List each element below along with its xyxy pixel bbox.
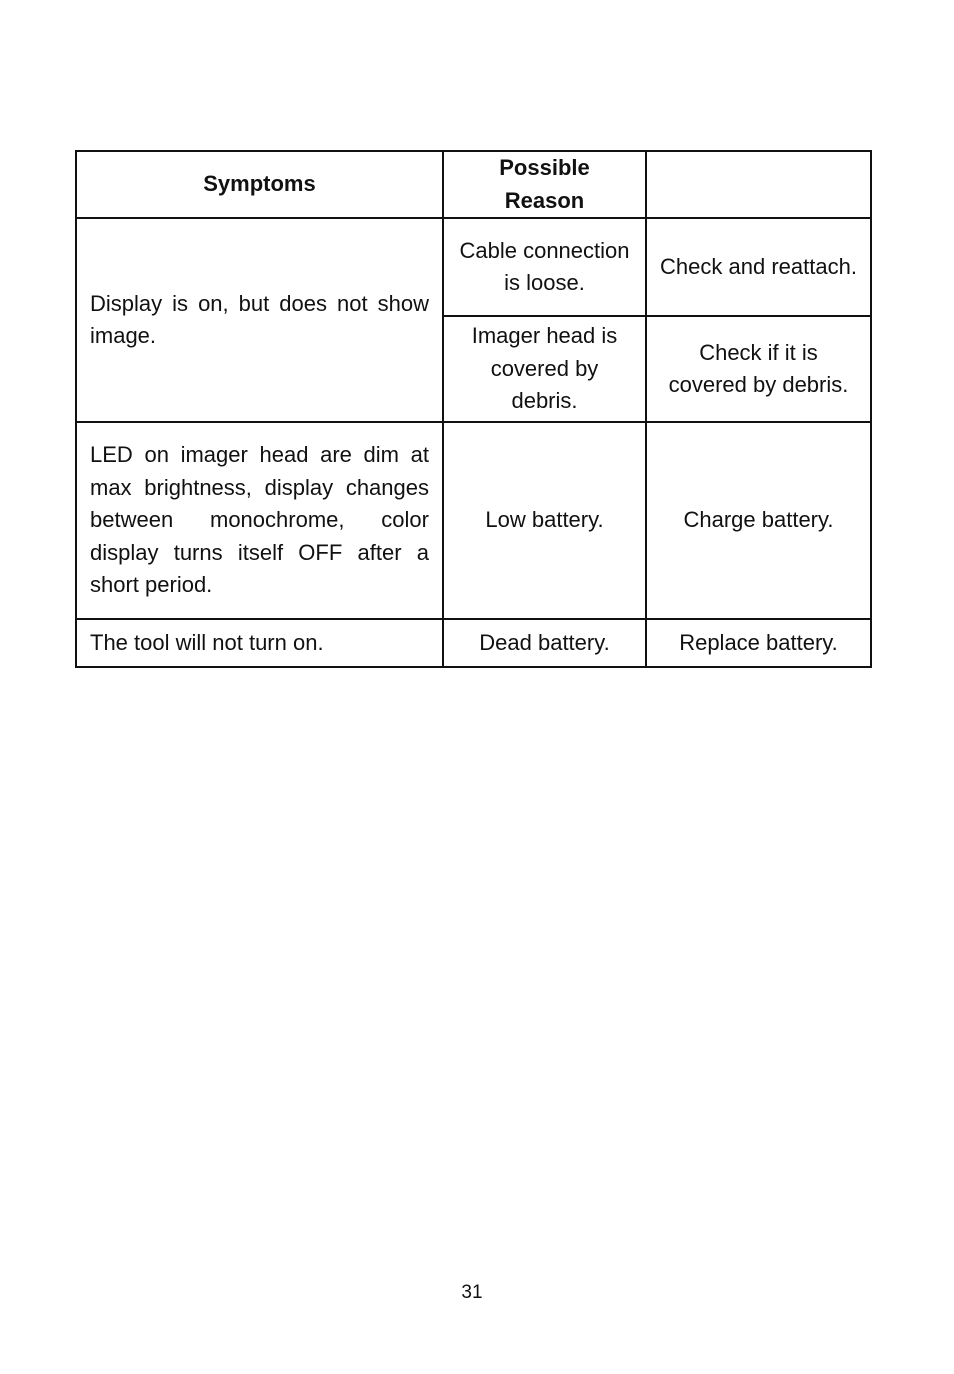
- solution-cell: Check and reattach.: [646, 218, 871, 316]
- solution-cell: Charge battery.: [646, 422, 871, 619]
- reason-cell: Cable connection is loose.: [443, 218, 646, 316]
- header-solution: [646, 151, 871, 218]
- header-possible-reason: Possible Reason: [443, 151, 646, 218]
- reason-cell: Imager head is covered by debris.: [443, 316, 646, 422]
- symptom-cell: Display is on, but does not show image.: [76, 218, 443, 422]
- troubleshooting-table: [75, 150, 872, 668]
- table-header-row: [76, 151, 871, 218]
- page-number: 31: [461, 1282, 483, 1303]
- symptom-cell: The tool will not turn on.: [76, 619, 443, 667]
- table-row: [76, 422, 871, 619]
- reason-cell: Low battery.: [443, 422, 646, 619]
- table-row: [76, 619, 871, 667]
- table-row: [76, 218, 871, 316]
- solution-cell: Replace battery.: [646, 619, 871, 667]
- header-symptoms: Symptoms: [76, 151, 443, 218]
- solution-cell: Check if it is covered by debris.: [646, 316, 871, 422]
- reason-cell: Dead battery.: [443, 619, 646, 667]
- symptom-cell: LED on imager head are dim at max brightness, display changes between monochrome, color display turns itself OFF after a short period.: [76, 422, 443, 619]
